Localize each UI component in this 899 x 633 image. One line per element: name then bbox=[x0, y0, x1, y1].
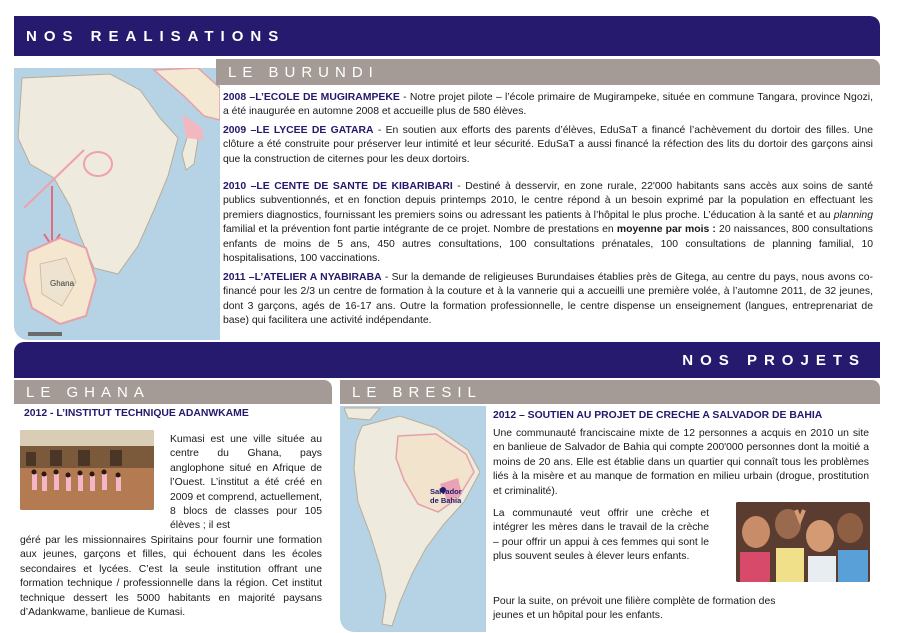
bahia-map-label-2: de Bahia bbox=[430, 496, 462, 505]
bahia-map-label-1: Salvador bbox=[430, 487, 462, 496]
realisations-banner bbox=[14, 16, 880, 56]
ghana-title: LE GHANA bbox=[26, 383, 150, 401]
burundi-item-2009: 2009 –LE LYCEE DE GATARA - En soutien aux efforts des parents d’élèves, EduSaT a financé l’achèvement du dortoir des filles. Une clôture a été construite pour préserver leur intimité et leur sécurité. EduSaT a aussi financé la réfection des lits du dortoir des garçons ainsi que la construction de citernes pour les deux dortoirs. bbox=[223, 125, 873, 165]
burundi-title: LE BURUNDI bbox=[228, 63, 379, 81]
bresil-heading: 2012 – SOUTIEN AU PROJET DE CRECHE A SALVADOR DE BAHIA bbox=[493, 410, 823, 421]
burundi-item-heading: 2010 –LE CENTE DE SANTE DE KIBARIBARI bbox=[223, 181, 453, 192]
children-photo bbox=[736, 502, 870, 582]
projets-banner bbox=[14, 342, 880, 378]
bresil-text-1: Une communauté franciscaine mixte de 12 personnes a acquis en 2010 un site en banlieue de Salvador de Bahia qui compte 200'000 personnes dont la moitié a moins de 20 ans. Elle est établie dans un quartier qui connaît tous les problèmes liés à la misère et au manque de formation en milieu urbain (drogue, prostitution et criminalité). bbox=[493, 428, 869, 497]
africa-map-label: Ghana bbox=[50, 279, 75, 288]
ghana-text-bottom: géré par les missionnaires Spiritains pour fournir une formation aux jeunes, garçons et filles, qui échouent dans les écoles secondaires et lycées. C’est la seule institution offrant une formation technique / professionnelle dans la région. Cet institut technique dessert les 5000 habitants en majorité paysans d’Adankwame, banlieue de Kumasi. bbox=[20, 535, 322, 619]
burundi-banner bbox=[216, 59, 880, 85]
bresil-banner bbox=[340, 380, 880, 404]
bresil-text-3: Pour la suite, on prévoit une filière complète de formation des jeunes et un hôpital pour les enfants. bbox=[493, 596, 776, 622]
burundi-item-2010: 2010 –LE CENTE DE SANTE DE KIBARIBARI - Destiné à desservir, en zone rurale, 22'000 habitants sans accès aux soins de santé publics subventionnés, et en fonction depuis printemps 2010, le centre répond à un besoin exprimé par la population en effectuant les premiers diagnostics, fournissant les premiers soins ou adressant les patients à l’hôpital le plus proche. L’éducation à la santé et au planning familial et la prévention font partie intégrante de ce projet. Nombre de prestations en moyenne par mois : 20 naissances, 800 consultations enfants de moins de 5 ans, 450 autres consultations, 100 consultations prénatales, 100 consultations de planning familial, 10 hospitalisations, 100 vaccinations. bbox=[223, 181, 874, 265]
burundi-item-heading: 2008 –L’ECOLE DE MUGIRAMPEKE bbox=[223, 92, 400, 103]
ghana-heading: 2012 - L’INSTITUT TECHNIQUE ADANWKAME bbox=[24, 408, 249, 419]
projets-title: NOS PROJETS bbox=[682, 351, 866, 369]
burundi-item-heading: 2009 –LE LYCEE DE GATARA bbox=[223, 125, 374, 136]
ghana-school-photo bbox=[20, 430, 154, 510]
south-america-map bbox=[340, 406, 486, 632]
burundi-item-2008: 2008 –L’ECOLE DE MUGIRAMPEKE - Notre projet pilote – l’école primaire de Mugirampeke, située en commune Tangara, province Ngozi, a été inaugurée en automne 2008 et accueille plus de 580 élèves. bbox=[223, 92, 874, 118]
bresil-text-2: La communauté veut offrir une crèche et intégrer les mères dans le travail de la crèche – pour offrir un appui à ces femmes qui sont le plus souvent seules à élever leurs enfants. bbox=[493, 508, 709, 563]
ghana-text-top: Kumasi est une ville située au centre du Ghana, pays anglophone situé en Afrique de l’Ouest. L’institut a été créé en 2009 et comprend, actuellement, 8 blocs de classes pour 105 élèves ; il est bbox=[170, 434, 322, 532]
ghana-banner bbox=[14, 380, 332, 404]
burundi-item-2011: 2011 –L’ATELIER A NYABIRABA - Sur la demande de religieuses Burundaises établies près de Gitega, au centre du pays, nous avons co-financé pour les 2/3 un centre de formation à la couture et à la vannerie qui a accueilli une première volée, à l’automne 2011, de 32 jeunes, dont 3 garçons, agés de 16-17 ans. Outre la formation professionnelle, le centre dispense un enseignement (langues, entreprenariat de base) qui facilitera une activité indépendante. bbox=[223, 272, 873, 327]
burundi-item-heading: 2011 –L’ATELIER A NYABIRABA bbox=[223, 272, 382, 283]
africa-map bbox=[14, 68, 220, 340]
bresil-title: LE BRESIL bbox=[352, 383, 482, 401]
realisations-title: NOS REALISATIONS bbox=[26, 27, 286, 45]
